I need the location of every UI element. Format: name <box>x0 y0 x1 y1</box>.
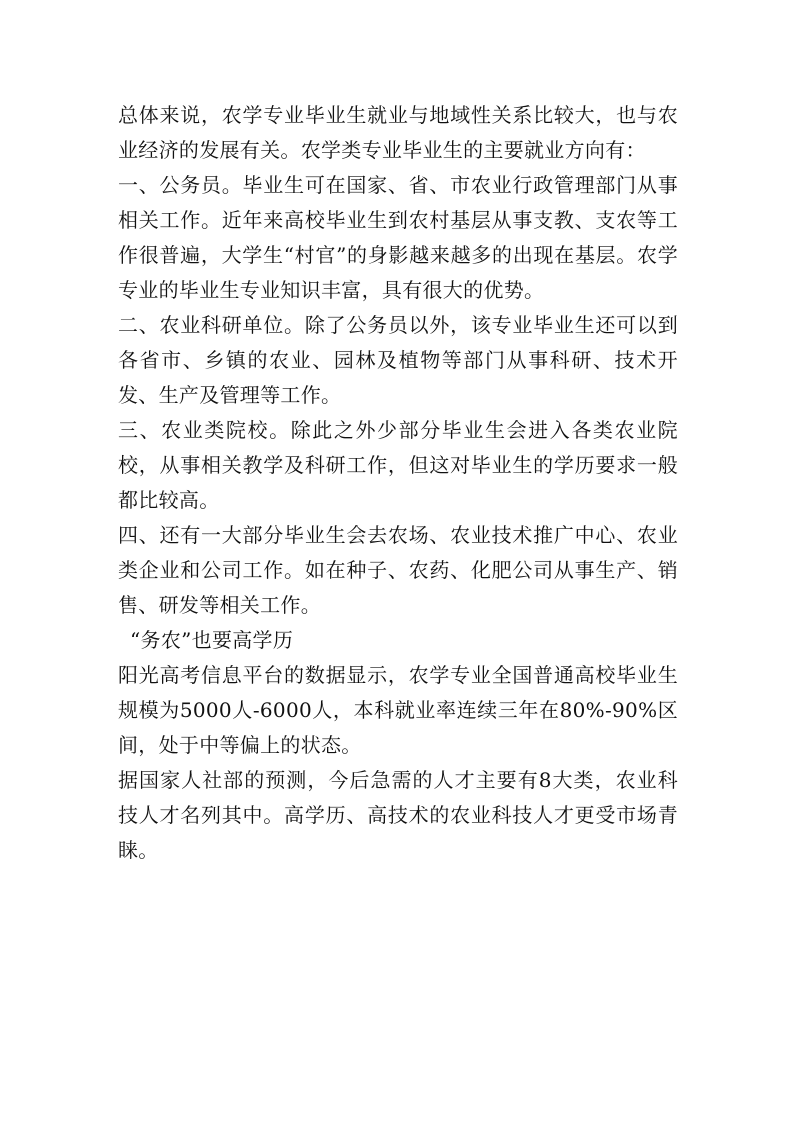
paragraph-employment-data: 阳光高考信息平台的数据显示，农学专业全国普通高校毕业生规模为5000人-6000人，本科就业率连续三年在80%-90%区间，处于中等偏上的状态。 <box>118 663 678 757</box>
paragraph-research-unit: 二、农业科研单位。除了公务员以外，该专业毕业生还可以到各省市、乡镇的农业、园林及植物等部门从事科研、技术开发、生产及管理等工作。 <box>118 313 678 407</box>
section-heading: “务农”也要高学历 <box>130 628 294 652</box>
paragraph-agricultural-college: 三、农业类院校。除此之外少部分毕业生会进入各类农业院校，从事相关教学及科研工作，但这对毕业生的学历要求一般都比较高。 <box>118 418 678 512</box>
paragraph-intro: 总体来说，农学专业毕业生就业与地域性关系比较大，也与农业经济的发展有关。农学类专业毕业生的主要就业方向有： <box>118 103 678 162</box>
paragraph-civil-servant: 一、公务员。毕业生可在国家、省、市农业行政管理部门从事相关工作。近年来高校毕业生到农村基层从事支教、支农等工作很普遍，大学生“村官”的身影越来越多的出现在基层。农学专业的毕业生专业知识丰富，具有很大的优势。 <box>118 173 678 302</box>
document-body <box>118 98 678 868</box>
paragraph-talent-forecast: 据国家人社部的预测，今后急需的人才主要有8大类，农业科技人才名列其中。高学历、高技术的农业科技人才更受市场青睐。 <box>118 768 678 862</box>
paragraph-farm-enterprise: 四、还有一大部分毕业生会去农场、农业技术推广中心、农业类企业和公司工作。如在种子、农药、化肥公司从事生产、销售、研发等相关工作。 <box>118 523 678 617</box>
